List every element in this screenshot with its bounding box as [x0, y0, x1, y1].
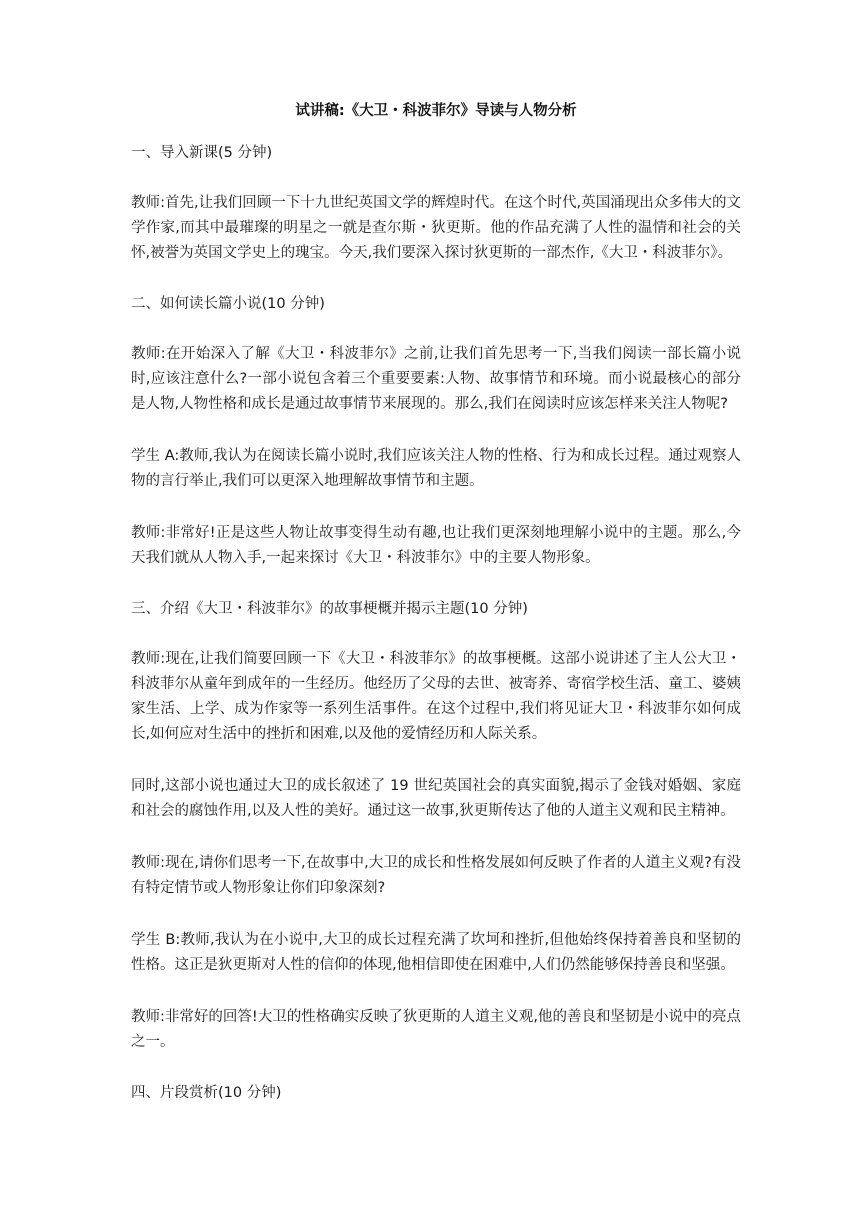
paragraph: 同时,这部小说也通过大卫的成长叙述了 19 世纪英国社会的真实面貌,揭示了金钱对婚姻、家庭和社会的腐蚀作用,以及人性的美好。通过这一故事,狄更斯传达了他的人道主义观和民主精神。: [131, 778, 741, 819]
paragraph: 教师:非常好的回答!大卫的性格确实反映了狄更斯的人道主义观,他的善良和坚韧是小说中的亮点之一。: [131, 1009, 741, 1050]
section-heading-intro: 一、导入新课(5 分钟): [131, 145, 273, 161]
section-heading-excerpt-analysis: 四、片段赏析(10 分钟): [131, 1085, 282, 1101]
section-heading-synopsis: 三、介绍《大卫・科波菲尔》的故事梗概并揭示主题(10 分钟): [131, 601, 528, 617]
page-title: 试讲稿:《大卫・科波菲尔》导读与人物分析: [295, 103, 577, 119]
section-heading-reading-novels: 二、如何读长篇小说(10 分钟): [131, 296, 325, 312]
paragraph: 教师:首先,让我们回顾一下十九世纪英国文学的辉煌时代。在这个时代,英国涌现出众多伟大的文学作家,而其中最璀璨的明星之一就是查尔斯・狄更斯。他的作品充满了人性的温情和社会的关怀,被誉为英国文学史上的瑰宝。今天,我们要深入探讨狄更斯的一部杰作,《大卫・科波菲尔》。: [131, 195, 741, 261]
paragraph: 学生 B:教师,我认为在小说中,大卫的成长过程充满了坎坷和挫折,但他始终保持着善良和坚韧的性格。这正是狄更斯对人性的信仰的体现,他相信即使在困难中,人们仍然能够保持善良和坚强。: [131, 932, 741, 973]
paragraph: 学生 A:教师,我认为在阅读长篇小说时,我们应该关注人物的性格、行为和成长过程。通过观察人物的言行举止,我们可以更深入地理解故事情节和主题。: [131, 448, 741, 489]
paragraph: 教师:非常好!正是这些人物让故事变得生动有趣,也让我们更深刻地理解小说中的主题。那么,今天我们就从人物入手,一起来探讨《大卫・科波菲尔》中的主要人物形象。: [131, 525, 741, 566]
paragraph: 教师:现在,请你们思考一下,在故事中,大卫的成长和性格发展如何反映了作者的人道主义观?有没有特定情节或人物形象让你们印象深刻?: [131, 855, 741, 896]
paragraph: 教师:在开始深入了解《大卫・科波菲尔》之前,让我们首先思考一下,当我们阅读一部长篇小说时,应该注意什么?一部小说包含着三个重要要素:人物、故事情节和环境。而小说最核心的部分是人物,人物性格和成长是通过故事情节来展现的。那么,我们在阅读时应该怎样来关注人物呢?: [131, 346, 741, 412]
paragraph: 教师:现在,让我们简要回顾一下《大卫・科波菲尔》的故事梗概。这部小说讲述了主人公大卫・科波菲尔从童年到成年的一生经历。他经历了父母的去世、被寄养、寄宿学校生活、童工、婆姨家生活、上学、成为作家等一系列生活事件。在这个过程中,我们将见证大卫・科波菲尔如何成长,如何应对生活中的挫折和困难,以及他的爱情经历和人际关系。: [131, 651, 741, 742]
document-page: [131, 100, 741, 1131]
